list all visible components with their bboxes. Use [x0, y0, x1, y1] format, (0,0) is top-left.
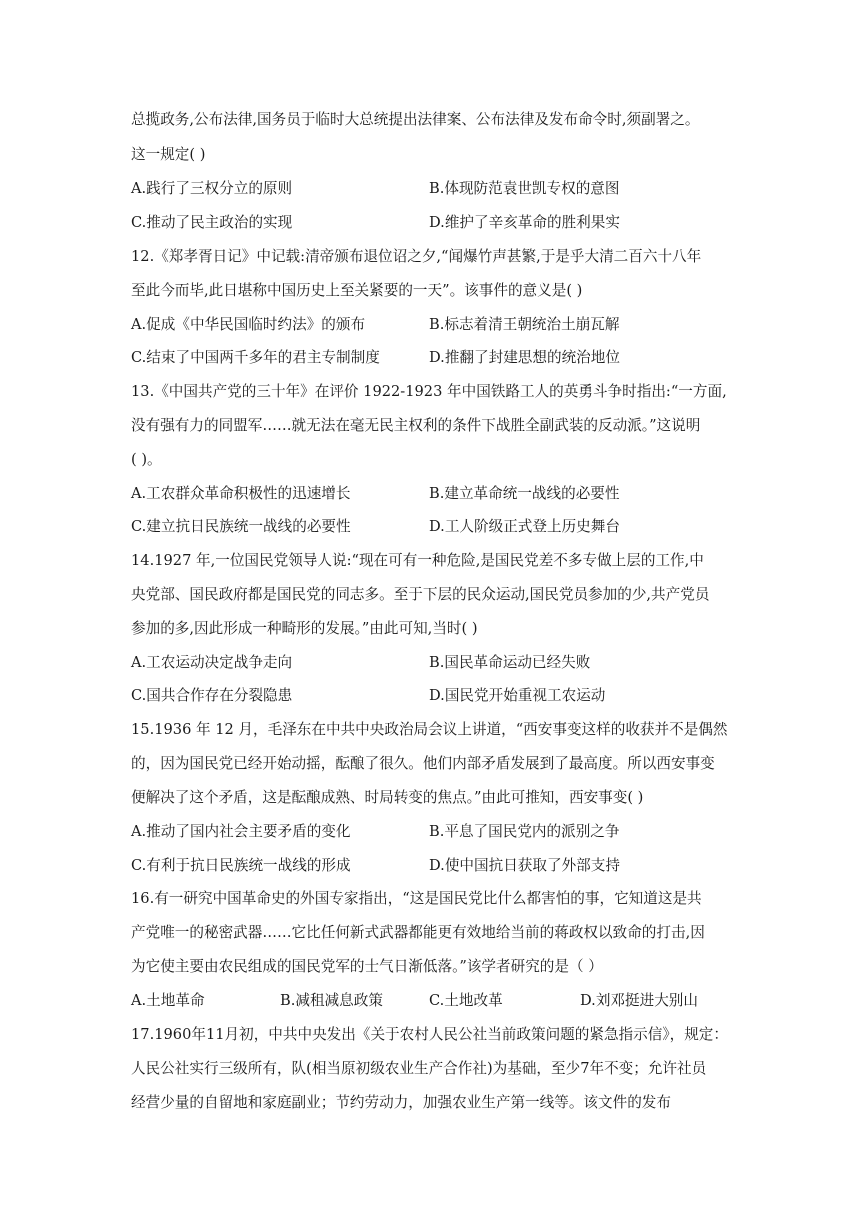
option-d: D.推翻了封建思想的统治地位 — [429, 349, 620, 366]
option-d: D.使中国抗日获取了外部支持 — [429, 857, 620, 874]
option-b: B.国民革命运动已经失败 — [429, 654, 591, 671]
question-13-line: 没有强有力的同盟军……就无法在毫无民主权利的条件下战胜全副武装的反动派。”这说明 — [131, 417, 701, 434]
question-17-line: 经营少量的自留地和家庭副业；节约劳动力，加强农业生产第一线等。该文件的发布 — [131, 1094, 671, 1111]
option-b: B.体现防范袁世凯专权的意图 — [429, 180, 620, 197]
option-d: D.刘邓挺进大别山 — [580, 992, 698, 1009]
option-d: D.国民党开始重视工农运动 — [429, 687, 606, 704]
question-12-line: 12.《郑孝胥日记》中记载:清帝颁布退位诏之夕,“闻爆竹声甚繁,于是乎大清二百六十八年 — [131, 248, 702, 265]
option-a: A.推动了国内社会主要矛盾的变化 — [131, 823, 351, 840]
option-a: A.践行了三权分立的原则 — [131, 180, 293, 197]
question-text-line: 这一规定( ) — [131, 146, 206, 163]
question-17-line: 17.1960年11月初，中共中央发出《关于农村人民公社当前政策问题的紧急指示信》，规定： — [131, 1026, 728, 1043]
question-14-line: 14.1927 年,一位国民党领导人说:“现在可有一种危险,是国民党差不多专做上层的工作,中 — [131, 552, 704, 569]
question-14-line: 央党部、国民政府都是国民党的同志多。至于下层的民众运动,国民党员参加的少,共产党员 — [131, 586, 710, 603]
question-15-line: 15.1936 年 12 月，毛泽东在中共中央政治局会议上讲道，“西安事变这样的收获并不是偶然 — [131, 721, 728, 738]
question-14-line: 参加的多,因此形成一种畸形的发展。”由此可知,当时( ) — [131, 620, 478, 637]
question-16-line: 为它使主要由农民组成的国民党军的士气日渐低落。”该学者研究的是（ ） — [131, 958, 603, 975]
option-a: A.工农运动决定战争走向 — [131, 654, 293, 671]
option-b: B.建立革命统一战线的必要性 — [429, 485, 620, 502]
option-c: C.建立抗日民族统一战线的必要性 — [131, 518, 351, 535]
question-13-line: ( )。 — [131, 451, 162, 468]
option-b: B.减租减息政策 — [280, 992, 383, 1009]
question-12-line: 至此今而毕,此日堪称中国历史上至关紧要的一天”。该事件的意义是( ) — [131, 282, 583, 299]
question-17-line: 人民公社实行三级所有，队(相当原初级农业生产合作社)为基础，至少7年不变；允许社员 — [131, 1060, 707, 1077]
question-text-line: 总揽政务,公布法律,国务员于临时大总统提出法律案、公布法律及发布命令时,须副署之。 — [131, 111, 700, 128]
option-a: A.工农群众革命积极性的迅速增长 — [131, 485, 351, 502]
option-b: B.标志着清王朝统治土崩瓦解 — [429, 316, 620, 333]
option-a: A.土地革命 — [131, 992, 205, 1009]
question-16-line: 16.有一研究中国革命史的外国专家指出，“这是国民党比什么都害怕的事，它知道这是共 — [131, 890, 702, 907]
option-c: C.结束了中国两千多年的君主专制制度 — [131, 349, 380, 366]
question-16-line: 产党唯一的秘密武器……它比任何新式武器都能更有效地给当前的蒋政权以致命的打击,因 — [131, 924, 705, 941]
option-c: C.国共合作存在分裂隐患 — [131, 687, 293, 704]
option-c: C.推动了民主政治的实现 — [131, 214, 293, 231]
option-d: D.工人阶级正式登上历史舞台 — [429, 518, 620, 535]
question-13-line: 13.《中国共产党的三十年》在评价 1922-1923 年中国铁路工人的英勇斗争时指出:“一方面, — [131, 383, 727, 400]
option-d: D.维护了辛亥革命的胜利果实 — [429, 214, 620, 231]
option-a: A.促成《中华民国临时约法》的颁布 — [131, 316, 366, 333]
option-c: C.有利于抗日民族统一战线的形成 — [131, 857, 351, 874]
option-b: B.平息了国民党内的派别之争 — [429, 823, 620, 840]
question-15-line: 的，因为国民党已经开始动摇，酝酿了很久。他们内部矛盾发展到了最高度。所以西安事变 — [131, 755, 715, 772]
question-15-line: 便解决了这个矛盾，这是酝酿成熟、时局转变的焦点。”由此可推知，西安事变( ) — [131, 789, 644, 806]
option-c: C.土地改革 — [429, 992, 503, 1009]
